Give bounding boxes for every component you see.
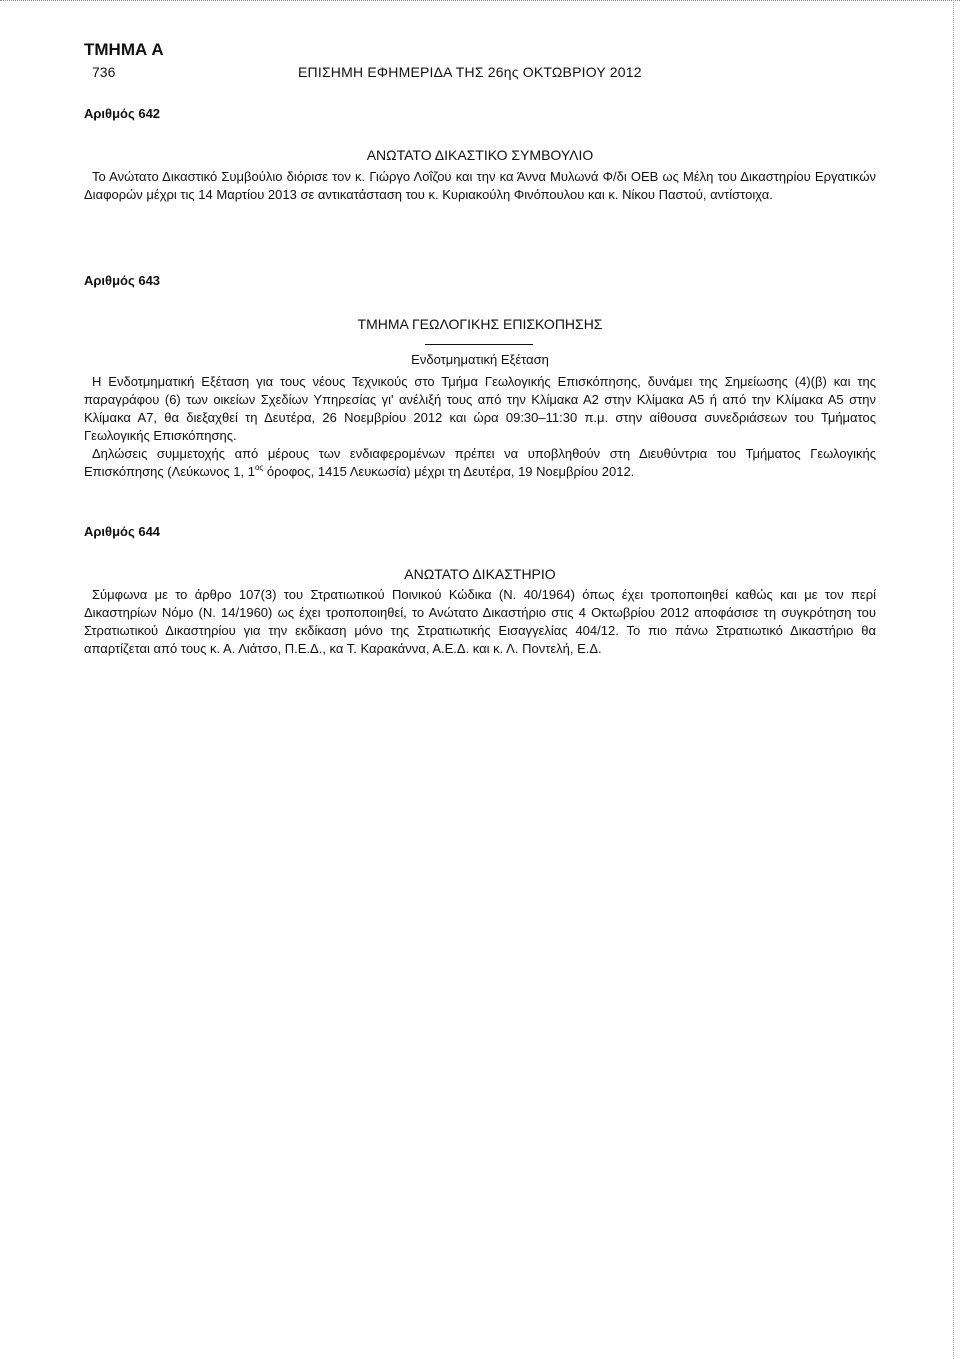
notice-644-number: Αριθμός 644 <box>84 524 161 539</box>
notice-644-body <box>84 586 876 658</box>
paragraph-2-text-end: όροφος, 1415 Λευκωσία) μέχρι τη Δευτέρα, 19 Νοεμβρίου 2012. <box>263 464 635 479</box>
page-number: 736 <box>92 64 116 80</box>
notice-643-body <box>84 373 876 481</box>
paragraph-2-text: Δηλώσεις συμμετοχής από μέρους των ενδιαφερομένων πρέπει να υποβληθούν στη Διευθύντρια του Τμήματος Γεωλογικής Επισκόπησης (Λεύκωνος 1, 1 <box>84 446 876 479</box>
section-label: ΤΜΗΜΑ Α <box>84 40 164 59</box>
notice-642-heading: ΑΝΩΤΑΤΟ ΔΙΚΑΣΤΙΚΟ ΣΥΜΒΟΥΛΙΟ <box>366 147 594 163</box>
notice-643-paragraph-1: Η Ενδοτμηματική Εξέταση για τους νέους Τεχνικούς στο Τμήμα Γεωλογικής Επισκόπησης, δυνάμει της Σημείωσης (4)(β) και της παραγράφου (6) των οικείων Σχεδίων Υπηρεσίας γι' ανέλιξή τους από την Κλίμακα Α2 στην Κλίμακα Α5 ή από την Κλίμακα Α5 στην Κλίμακα Α7, θα διεξαχθεί τη Δευτέρα, 26 Νοεμβρίου 2012 και ώρα 09:30–11:30 π.μ. στην αίθουσα συνεδριάσεων του Τμήματος Γεωλογικής Επισκόπησης. <box>84 374 876 443</box>
gazette-title: ΕΠΙΣΗΜΗ ΕΦΗΜΕΡΙΔΑ ΤΗΣ 26ης ΟΚΤΩΒΡΙΟΥ 2012 <box>298 64 642 80</box>
floor-ordinal: ος <box>254 463 264 472</box>
scan-artifact-top <box>0 0 960 7</box>
notice-643-heading: ΤΜΗΜΑ ΓΕΩΛΟΓΙΚΗΣ ΕΠΙΣΚΟΠΗΣΗΣ <box>357 316 603 332</box>
notice-643-subheading: Ενδοτμηματική Εξέταση <box>411 352 549 367</box>
notice-642-number: Αριθμός 642 <box>84 106 161 121</box>
scan-artifact-edge <box>953 0 960 1359</box>
notice-644-heading: ΑΝΩΤΑΤΟ ΔΙΚΑΣΤΗΡΙΟ <box>404 566 556 582</box>
notice-644-paragraph: Σύμφωνα με το άρθρο 107(3) του Στρατιωτικού Ποινικού Κώδικα (Ν. 40/1964) όπως έχει τροποποιηθεί καθώς και με τον περί Δικαστηρίων Νόμο (Ν. 14/1960) ως έχει τροποποιηθεί, το Ανώτατο Δικαστήριο στις 4 Οκτωβρίου 2012 αποφάσισε τη συγκρότηση του Στρατιωτικού Δικαστηρίου για την εκδίκαση μόνο της Στρατιωτικής Εισαγγελίας 404/12. Το πιο πάνω Στρατιωτικό Δικαστήριο θα απαρτίζεται από τους κ. Α. Λιάτσο, Π.Ε.Δ., κα Τ. Καρακάννα, Α.Ε.Δ. και κ. Λ. Ποντελή, Ε.Δ. <box>84 587 876 656</box>
heading-underline <box>425 344 533 345</box>
notice-642-body <box>84 168 876 204</box>
notice-643-number: Αριθμός 643 <box>84 273 161 288</box>
notice-643-paragraph-2 <box>84 445 876 481</box>
notice-642-paragraph: Το Ανώτατο Δικαστικό Συμβούλιο διόρισε τον κ. Γιώργο Λοΐζου και την κα Άννα Μυλωνά Φ/δι ΟΕΒ ως Μέλη του Δικαστηρίου Εργατικών Διαφορών μέχρι τις 14 Μαρτίου 2013 σε αντικατάσταση του κ. Κυριακούλη Φινόπουλου και κ. Νίκου Παστού, αντίστοιχα. <box>84 169 876 202</box>
